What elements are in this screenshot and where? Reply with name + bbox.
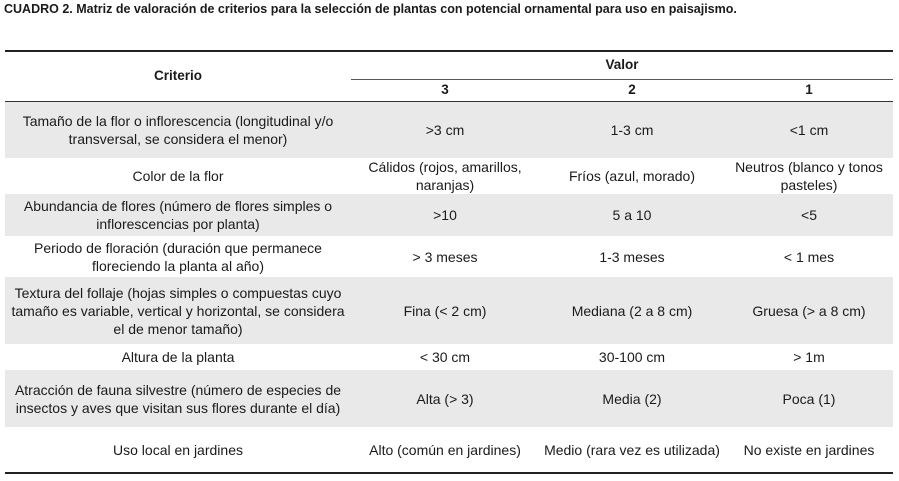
value-1-cell: <5 xyxy=(725,194,893,236)
value-2-cell: Media (2) xyxy=(539,370,725,427)
criteria-matrix-table xyxy=(5,50,893,474)
value-2-cell: 1-3 cm xyxy=(539,101,725,158)
value-3-cell: Alta (> 3) xyxy=(351,370,539,427)
criterio-cell: Altura de la planta xyxy=(121,349,235,365)
value-2-cell: 1-3 meses xyxy=(599,248,665,265)
criterio-cell: Uso local en jardines xyxy=(5,427,351,473)
value-2-cell: Mediana (2 a 8 cm) xyxy=(539,277,725,344)
value-1-cell: No existe en jardines xyxy=(725,427,893,473)
value-1-cell: > 1m xyxy=(793,349,825,365)
table-caption: CUADRO 2. Matriz de valoración de criterios para la selección de plantas con potencial ornamental para uso en paisajismo. xyxy=(4,2,737,16)
table-row xyxy=(5,370,893,427)
criterio-cell: Textura del follaje (hojas simples o compuestas cuyo tamaño es variable, vertical y horizontal, se considera el de menor tamaño) xyxy=(5,277,351,344)
table-row xyxy=(5,236,893,277)
criterio-cell: Periodo de floración (duración que permanece floreciendo la planta al año) xyxy=(34,239,322,274)
value-3-cell: >3 cm xyxy=(351,101,539,158)
value-2-cell: 30-100 cm xyxy=(598,349,666,365)
value-3-cell: > 3 meses xyxy=(412,248,478,265)
value-2-cell: 5 a 10 xyxy=(539,194,725,236)
table-row xyxy=(5,277,893,344)
value-2-cell: Medio (rara vez es utilizada) xyxy=(539,427,725,473)
value-1-cell: Neutros (blanco y tonos pasteles) xyxy=(735,159,883,193)
criterio-cell: Color de la flor xyxy=(132,168,224,184)
table-row xyxy=(5,194,893,236)
value-3-cell: Alto (común en jardines) xyxy=(351,427,539,473)
table-row xyxy=(5,101,893,158)
value-3-cell: Fina (< 2 cm) xyxy=(351,277,539,344)
table-row xyxy=(5,344,893,370)
value-2-cell: Fríos (azul, morado) xyxy=(568,168,696,184)
header-score-1: 1 xyxy=(725,79,893,101)
criterio-cell: Atracción de fauna silvestre (número de especies de insectos y aves que visitan sus flores durante el día) xyxy=(5,370,351,427)
table-row xyxy=(5,427,893,473)
criterio-cell: Tamaño de la flor o inflorescencia (longitudinal y/o transversal, se considera el menor) xyxy=(5,101,351,158)
value-3-cell: Cálidos (rojos, amarillos, naranjas) xyxy=(368,159,522,193)
criterio-cell: Abundancia de flores (número de flores simples o inflorescencias por planta) xyxy=(5,194,351,236)
header-score-3: 3 xyxy=(351,79,539,101)
value-1-cell: Gruesa (> a 8 cm) xyxy=(725,277,893,344)
header-score-2: 2 xyxy=(539,79,725,101)
value-3-cell: >10 xyxy=(351,194,539,236)
header-valor: Valor xyxy=(351,51,893,79)
value-1-cell: < 1 mes xyxy=(783,248,835,265)
value-3-cell: < 30 cm xyxy=(419,349,471,365)
value-1-cell: <1 cm xyxy=(725,101,893,158)
value-1-cell: Poca (1) xyxy=(725,370,893,427)
header-criterio: Criterio xyxy=(5,51,351,101)
table-row xyxy=(5,158,893,194)
